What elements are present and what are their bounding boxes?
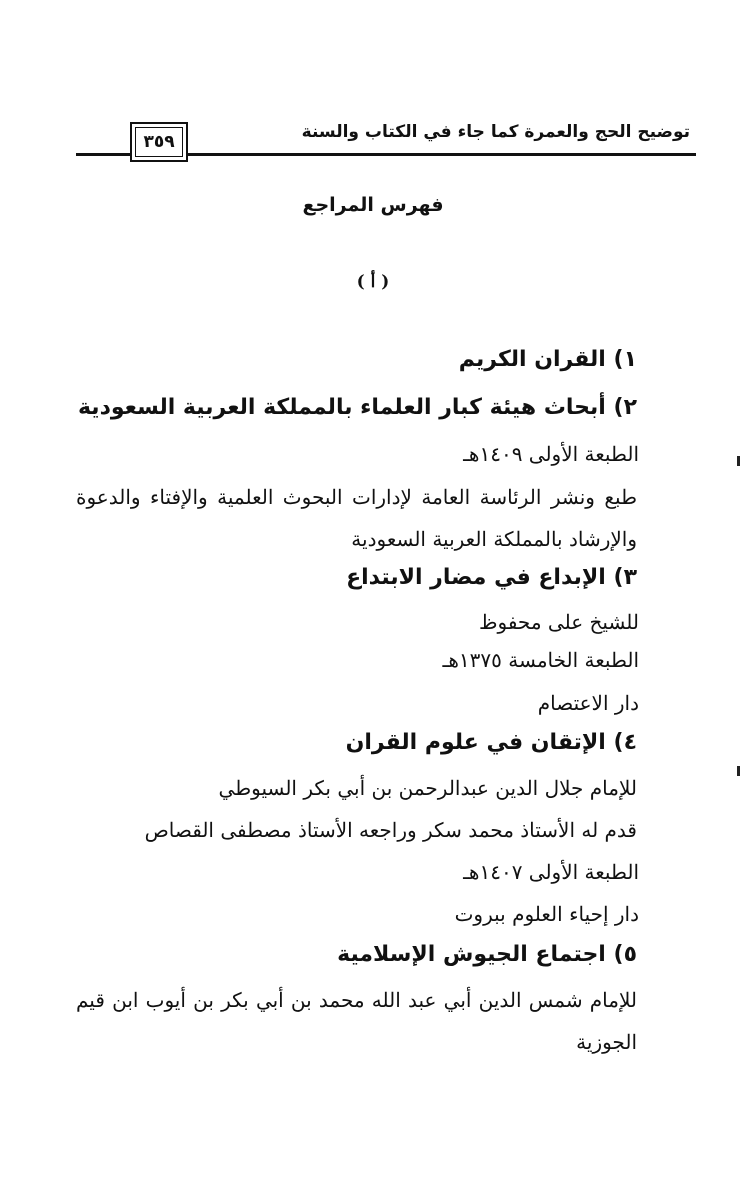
entry-line: للشيخ على محفوظ — [478, 610, 639, 634]
scan-mark — [737, 456, 740, 466]
entry-title: ٤) الإتقان في علوم القران — [345, 730, 637, 755]
entry-title: ٣) الإبداع في مضار الابتداع — [346, 565, 637, 590]
entry-line: للإمام شمس الدين أبي عبد الله محمد بن أبي بكر بن أيوب ابن قيم — [76, 988, 637, 1012]
entry-line: الطبعة الأولى ١٤٠٧هـ — [463, 860, 639, 884]
entry-title: ١) القران الكريم — [458, 347, 637, 372]
header-rule-left — [76, 153, 130, 156]
entry-line: دار إحياء العلوم ببروت — [454, 902, 639, 926]
page-number-box — [130, 122, 188, 162]
section-title: فهرس المراجع — [302, 194, 444, 216]
scan-mark — [737, 766, 740, 776]
entry-line: والإرشاد بالمملكة العربية السعودية — [351, 527, 637, 551]
entry-line: قدم له الأستاذ محمد سكر وراجعه الأستاذ مصطفى القصاص — [144, 818, 637, 842]
entry-line: الطبعة الأولى ١٤٠٩هـ — [463, 442, 639, 466]
page-number: ٣٥٩ — [135, 127, 183, 157]
entry-line: طبع ونشر الرئاسة العامة لإدارات البحوث العلمية والإفتاء والدعوة — [76, 485, 637, 509]
entry-title: ٥) اجتماع الجيوش الإسلامية — [337, 942, 637, 967]
entry-line: للإمام جلال الدين عبدالرحمن بن أبي بكر السيوطي — [218, 776, 637, 800]
running-header-title: توضيح الحج والعمرة كما جاء في الكتاب والسنة — [301, 122, 690, 142]
entry-title: ٢) أبحاث هيئة كبار العلماء بالمملكة العربية السعودية — [77, 395, 637, 420]
entry-line: دار الاعتصام — [537, 691, 639, 715]
entry-line: الجوزية — [576, 1030, 637, 1054]
entry-line: الطبعة الخامسة ١٣٧٥هـ — [442, 648, 639, 672]
header-rule-right — [188, 153, 696, 156]
letter-heading: ( أ ) — [356, 272, 390, 292]
